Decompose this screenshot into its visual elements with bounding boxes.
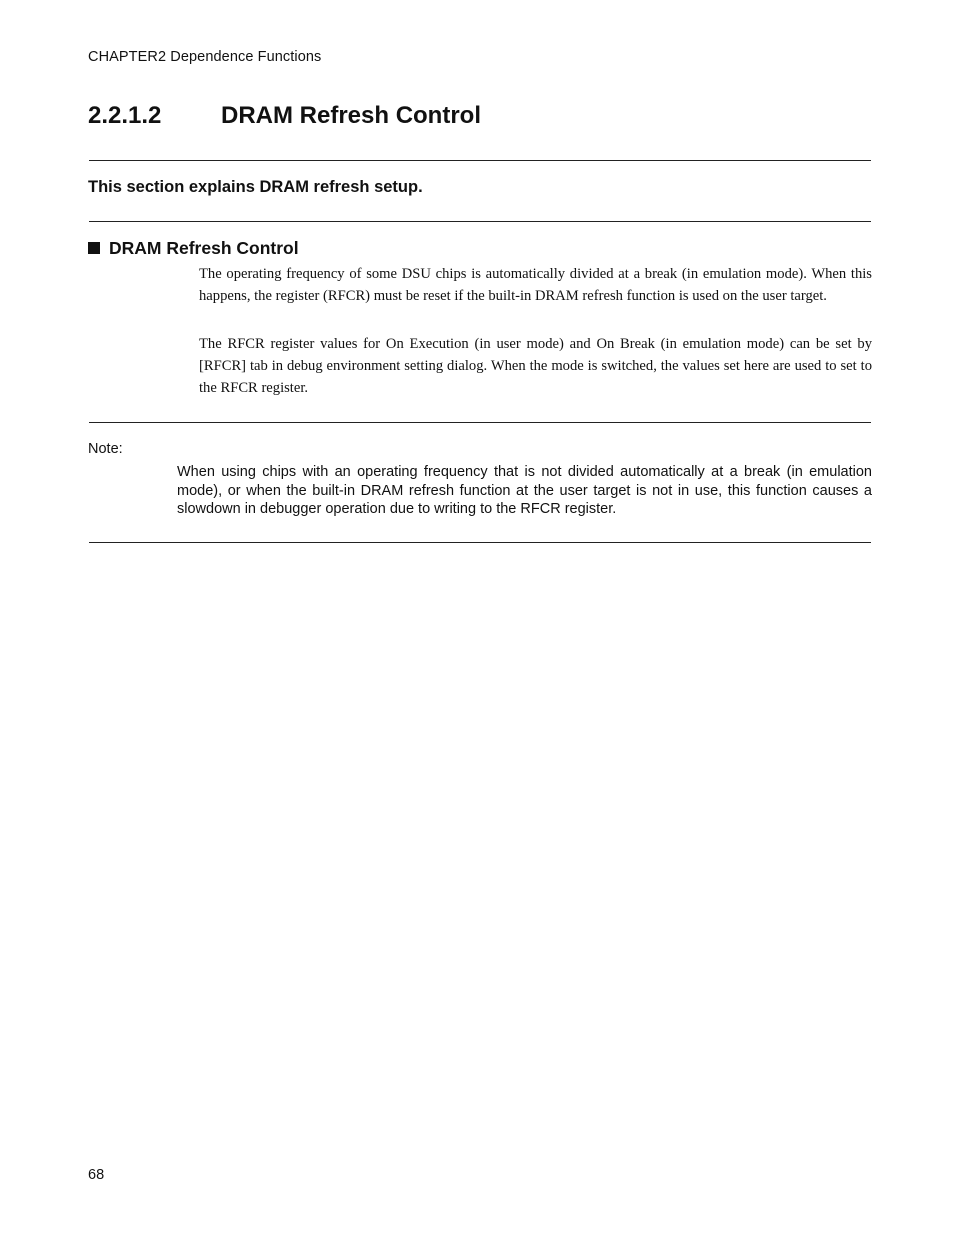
subsection-heading [88, 238, 299, 259]
note-label: Note: [88, 441, 123, 457]
square-bullet-icon [88, 242, 100, 254]
section-title [88, 102, 481, 130]
page-number: 68 [88, 1167, 105, 1183]
running-header: CHAPTER2 Dependence Functions [88, 49, 322, 65]
section-title-text: DRAM Refresh Control [221, 102, 482, 129]
divider-rule [89, 221, 871, 222]
section-summary: This section explains DRAM refresh setup. [88, 178, 423, 196]
body-paragraph: The RFCR register values for On Execution (in user mode) and On Break (in emulation mode) can be set by [RFCR] tab in debug environment setting dialog. When the mode is switched, the values set here are used to set to the RFCR register. [199, 336, 872, 397]
divider-rule [89, 542, 871, 543]
subsection-heading-text: DRAM Refresh Control [109, 238, 299, 258]
section-number: 2.2.1.2 [88, 102, 162, 129]
body-paragraph: The operating frequency of some DSU chips is automatically divided at a break (in emulation mode). When this happens, the register (RFCR) must be reset if the built-in DRAM refresh function is used on the user target. [199, 266, 872, 305]
note-text: When using chips with an operating frequency that is not divided automatically at a break (in emulation mode), or when the built-in DRAM refresh function at the user target is not in use, this function causes a slowdown in debugger operation due to writing to the RFCR register. [177, 464, 872, 518]
divider-rule [89, 160, 871, 161]
divider-rule [89, 422, 871, 423]
